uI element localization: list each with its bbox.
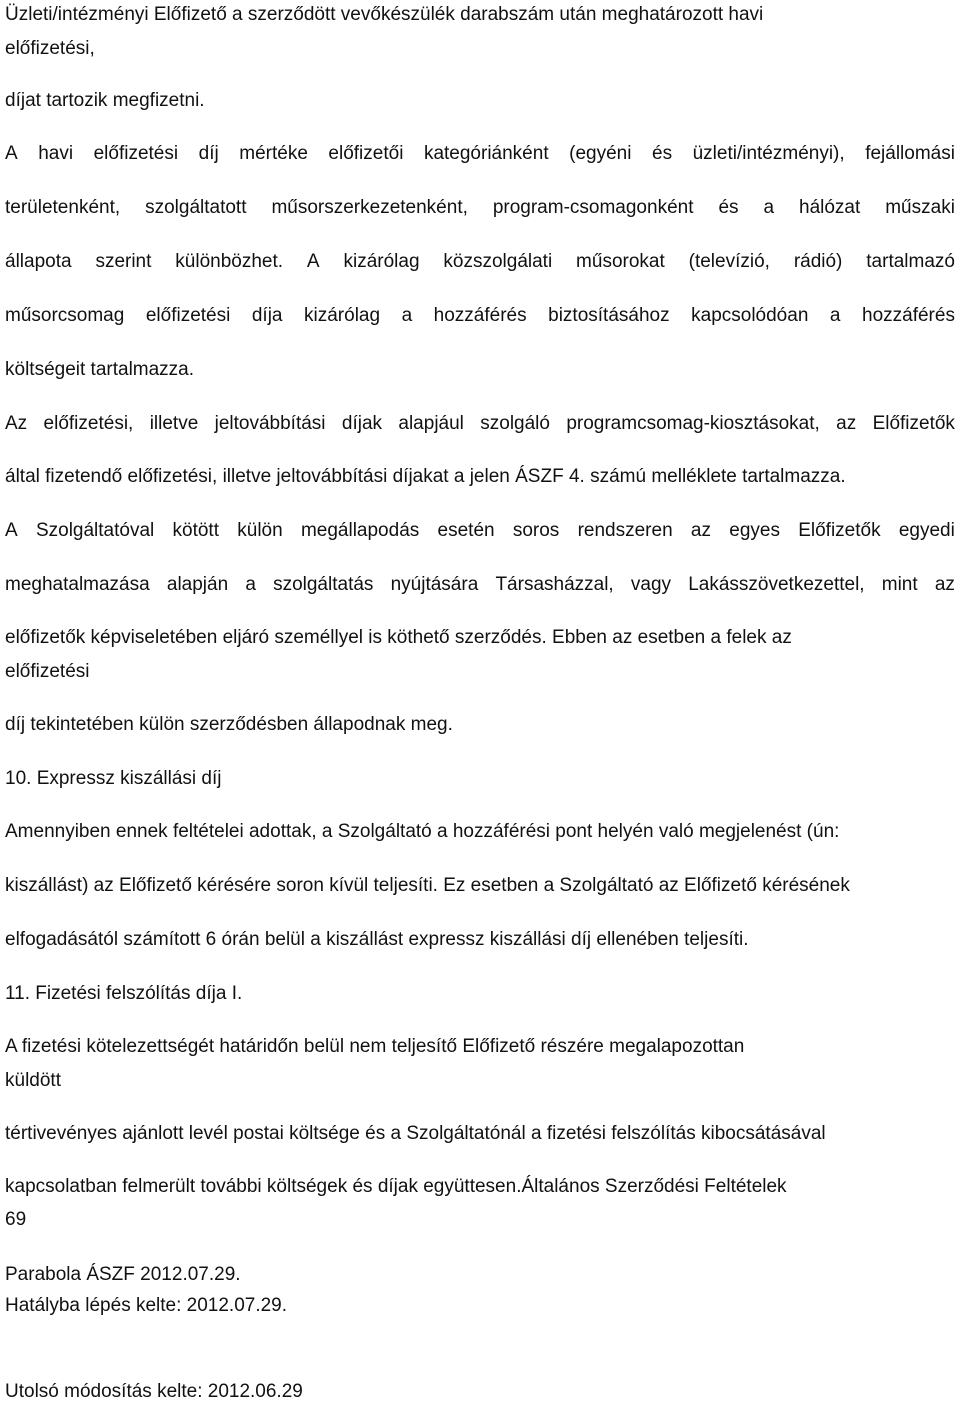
text-line	[5, 196, 955, 220]
word: alapján	[166, 574, 229, 595]
word: illetve	[149, 413, 199, 434]
word: egyedi	[898, 520, 955, 541]
word: a	[401, 305, 413, 326]
text-line: díjat tartozik megfizetni.	[5, 90, 205, 111]
word: az	[934, 574, 955, 595]
word: program-csomagonként	[492, 197, 694, 218]
word: Előfizetők	[798, 520, 881, 541]
text-line: kapcsolatban felmerült további költségek és díjak együttesen.Általános Szerződési Feltételek	[5, 1176, 787, 1197]
word: kizárólag	[343, 251, 420, 272]
text-line: előfizetők képviseletében eljáró személlyel is köthető szerződés. Ebben az esetben a felek az	[5, 627, 792, 648]
word: kapcsolódóan	[691, 305, 809, 326]
text-line: által fizetendő előfizetési, illetve jeltovábbítási díjakat a jelen ÁSZF 4. számú melléklete tartalmazza.	[5, 466, 846, 487]
word: biztosításához	[548, 305, 670, 326]
word: A	[306, 251, 320, 272]
text-line: kiszállást) az Előfizető kérésére soron kívül teljesíti. Ez esetben a Szolgáltató az Előfizető kérésének	[5, 875, 850, 896]
word: nyújtására	[390, 574, 479, 595]
word: vagy	[630, 574, 672, 595]
section-heading: 11. Fizetési felszólítás díja I.	[5, 983, 243, 1004]
word: jeltovábbítási	[214, 413, 326, 434]
word: Az	[5, 413, 28, 434]
document-id: Parabola ÁSZF 2012.07.29.	[5, 1264, 241, 1285]
text-line: Üzleti/intézményi Előfizető a szerződött vevőkészülék darabszám után meghatározott havi	[5, 4, 764, 25]
word: A	[5, 520, 18, 541]
word: előfizetési,	[43, 413, 134, 434]
text-line: előfizetési,	[5, 38, 95, 59]
text-line: A fizetési kötelezettségét határidőn belül nem teljesítő Előfizető részére megalapozottan	[5, 1036, 745, 1057]
word: hozzáférés	[862, 305, 955, 326]
word: mint	[881, 574, 918, 595]
word: (televízió,	[688, 251, 770, 272]
word: szolgáltatás	[273, 574, 374, 595]
word: állapota	[5, 251, 72, 272]
word: műsorokat	[576, 251, 665, 272]
word: kategóriánként	[423, 143, 549, 164]
word: programcsomag-kiosztásokat,	[566, 413, 820, 434]
word: az	[690, 520, 711, 541]
word: szolgáló	[480, 413, 550, 434]
text-line	[5, 573, 955, 597]
text-line	[5, 412, 955, 436]
text-line	[5, 304, 955, 328]
word: kizárólag	[304, 305, 381, 326]
word: (egyéni	[569, 143, 632, 164]
word: szolgáltatott	[145, 197, 247, 218]
word: esetén	[437, 520, 495, 541]
word: területenként,	[5, 197, 121, 218]
word: műsorcsomag	[5, 305, 125, 326]
word: díj	[198, 143, 219, 164]
word: rádió)	[793, 251, 843, 272]
word: hozzáférés	[433, 305, 527, 326]
text-line: előfizetési	[5, 661, 90, 682]
word: a	[245, 574, 256, 595]
text-line	[5, 250, 955, 274]
word: a	[763, 197, 775, 218]
page-number: 69	[5, 1209, 27, 1230]
word: díja	[251, 305, 283, 326]
word: tartalmazó	[866, 251, 955, 272]
word: soros	[512, 520, 560, 541]
word: a	[829, 305, 841, 326]
word: díjak	[341, 413, 383, 434]
word: műszaki	[885, 197, 955, 218]
effective-date: Hatályba lépés kelte: 2012.07.29.	[5, 1295, 288, 1316]
word: szerint	[95, 251, 152, 272]
text-line	[5, 519, 955, 543]
text-line: költségeit tartalmazza.	[5, 359, 195, 380]
word: Társasházzal,	[495, 574, 614, 595]
word: közszolgálati	[443, 251, 553, 272]
word: és	[718, 197, 739, 218]
word: havi	[38, 143, 74, 164]
word: A	[5, 143, 18, 164]
word: és	[652, 143, 673, 164]
text-line: tértivevényes ajánlott levél postai költsége és a Szolgáltatónál a fizetési felszólítás kibocsátásával	[5, 1123, 826, 1144]
word: megállapodás	[300, 520, 420, 541]
last-modified-date: Utolsó módosítás kelte: 2012.06.29	[5, 1381, 303, 1402]
word: előfizetői	[328, 143, 404, 164]
word: Szolgáltatóval	[35, 520, 155, 541]
word: előfizetési	[93, 143, 179, 164]
word: az	[836, 413, 857, 434]
word: hálózat	[799, 197, 861, 218]
word: egyes	[729, 520, 780, 541]
word: meghatalmazása	[5, 574, 150, 595]
text-line: elfogadásától számított 6 órán belül a kiszállást expressz kiszállási díj ellenében teljesíti.	[5, 929, 749, 950]
word: fejállomási	[865, 143, 955, 164]
word: műsorszerkezetenként,	[271, 197, 468, 218]
word: Előfizetők	[872, 413, 955, 434]
word: külön	[237, 520, 283, 541]
word: különbözhet.	[175, 251, 284, 272]
word: kötött	[172, 520, 219, 541]
word: rendszeren	[577, 520, 673, 541]
text-line: díj tekintetében külön szerződésben állapodnak meg.	[5, 714, 453, 735]
word: alapjául	[398, 413, 464, 434]
text-line	[5, 142, 955, 166]
text-line: Amennyiben ennek feltételei adottak, a Szolgáltató a hozzáférési pont helyén való megjelenést (ún:	[5, 821, 840, 842]
word: mértéke	[239, 143, 308, 164]
text-line: küldött	[5, 1070, 61, 1091]
section-heading: 10. Expressz kiszállási díj	[5, 768, 222, 789]
word: előfizetési	[145, 305, 231, 326]
word: Lakásszövetkezettel,	[688, 574, 865, 595]
word: üzleti/intézményi),	[692, 143, 845, 164]
